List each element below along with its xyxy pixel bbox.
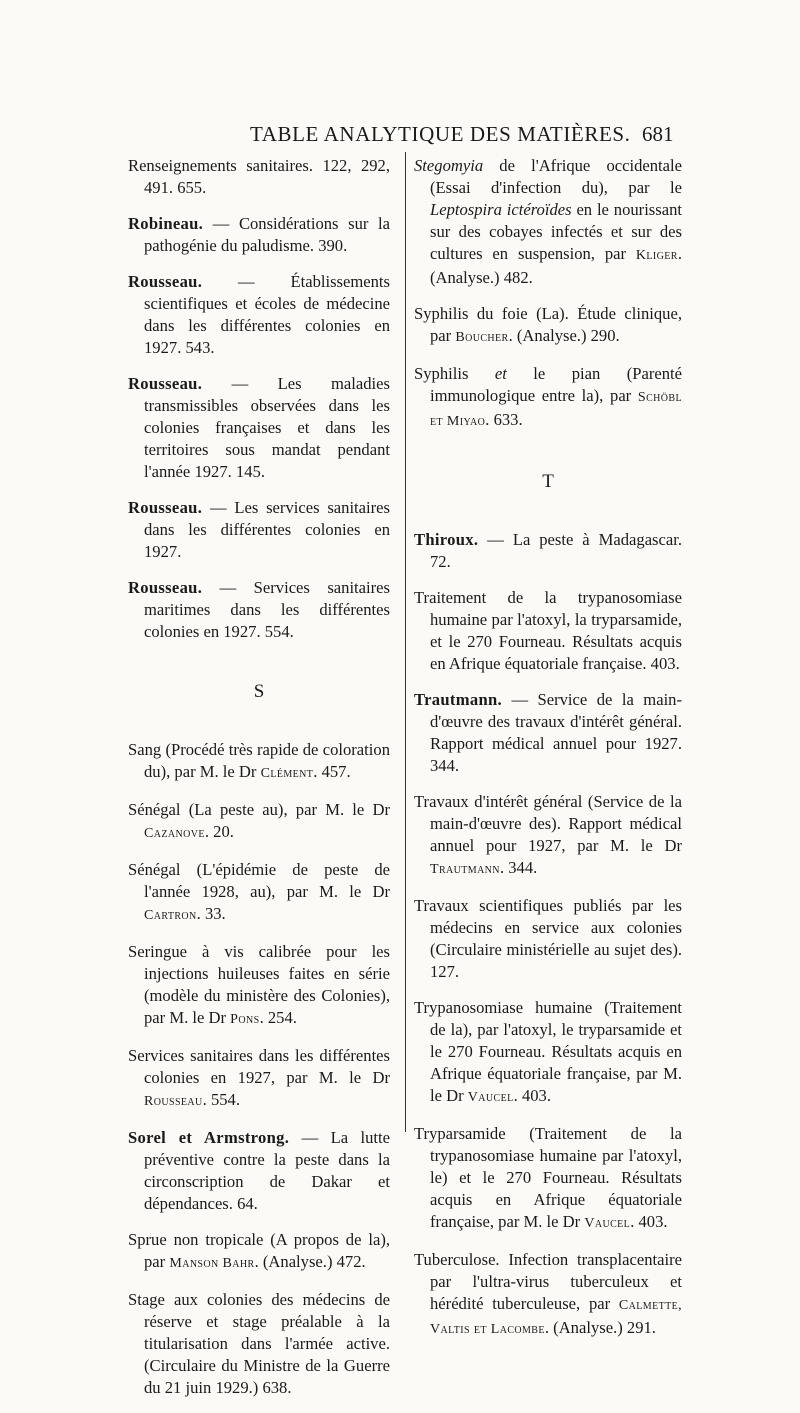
entry-author: Manson Bahr	[169, 1256, 255, 1271]
index-entry: Rousseau. — Les services sanitaires dans les différentes colonies en 1927.	[128, 498, 390, 561]
index-entry: Rousseau. — Services sanitaires maritimes dans les différentes colonies en 1927. 554.	[128, 578, 390, 641]
entry-author: Rousseau.	[128, 374, 203, 393]
index-entry: Sorel et Armstrong. — La lutte préventive contre la peste dans la circonscription de Dakar et dépendances. 64.	[128, 1128, 390, 1213]
entry-author: Vaucel	[467, 1090, 514, 1105]
entry-author: Thiroux.	[414, 530, 479, 549]
column-divider	[405, 152, 406, 1132]
entry-author: Calmette, Valtis et Lacombe	[430, 1298, 682, 1337]
index-entry: Stage aux colonies des médecins de réserve et stage préalable à la titularisation dans l'armée active. (Circulaire du Ministre de la Guerre du 21 juin 1929.) 638.	[128, 1290, 390, 1397]
index-entry: Sénégal (L'épidémie de peste de l'année 1928, au), par M. le Dr Cartron. 33.	[128, 860, 390, 923]
entry-author: Rousseau.	[128, 272, 203, 291]
entry-author: Cartron	[144, 908, 197, 923]
index-entry: Syphilis du foie (La). Étude clinique, par Boucher. (Analyse.) 290.	[414, 304, 682, 345]
index-entry: Robineau. — Considérations sur la pathogénie du paludisme. 390.	[128, 214, 390, 255]
right-column	[414, 155, 682, 1355]
index-entry: Trypanosomiase humaine (Traitement de la), par l'atoxyl, le tryparsamide et le 270 Fourneau. Résultats acquis en Afrique équatoriale française, par M. le Dr Vaucel. 403.	[414, 998, 682, 1105]
entry-author: Kliger	[635, 248, 678, 263]
index-entry: Thiroux. — La peste à Madagascar. 72.	[414, 530, 682, 571]
index-entry: Travaux d'intérêt général (Service de la main-d'œuvre des). Rapport médical annuel pour 1927, par M. le Dr Trautmann. 344.	[414, 792, 682, 877]
running-title: TABLE ANALYTIQUE DES MATIÈRES.	[250, 122, 631, 146]
entry-author: Schöbl et Miyao	[430, 390, 682, 429]
page-number: 681	[642, 122, 674, 146]
index-entry: Syphilis et le pian (Parenté immunologique entre la), par Schöbl et Miyao. 633.	[414, 364, 682, 429]
index-entry: Rousseau. — Les maladies transmissibles observées dans les colonies françaises et dans les territoires sous mandat pendant l'année 1927. 145.	[128, 374, 390, 481]
entry-author: Rousseau	[144, 1094, 203, 1109]
index-entry: Sang (Procédé très rapide de coloration du), par M. le Dr Clément. 457.	[128, 740, 390, 781]
index-entry: Stegomyia de l'Afrique occidentale (Essai d'infection du), par le Leptospira ictéroïdes en le nourissant sur des cobayes infectés et sur des cultures en suspension, par Kliger. (Analyse.) 482.	[414, 156, 682, 287]
index-entry: Renseignements sanitaires. 122, 292, 491. 655.	[128, 156, 390, 197]
index-entry: Trautmann. — Service de la main-d'œuvre des travaux d'intérêt général. Rapport médical annuel pour 1927. 344.	[414, 690, 682, 775]
index-entry: Seringue à vis calibrée pour les injections huileuses faites en série (modèle du ministère des Colonies), par M. le Dr Pons. 254.	[128, 942, 390, 1027]
section-letter-s: S	[253, 681, 265, 702]
entry-author: Sorel et Armstrong.	[128, 1128, 290, 1147]
index-entry: Tryparsamide (Traitement de la trypanosomiase humaine par l'atoxyl, le) et le 270 Fourneau. Résultats acquis en Afrique équatoriale française, par M. le Dr Vaucel. 403.	[414, 1124, 682, 1231]
entry-author: Trautmann.	[414, 690, 502, 709]
entry-author: Robineau.	[128, 214, 204, 233]
index-entry: Sprue non tropicale (A propos de la), par Manson Bahr. (Analyse.) 472.	[128, 1230, 390, 1271]
index-entry: Traitement de la trypanosomiase humaine par l'atoxyl, la tryparsamide, et le 270 Fourneau. Résultats acquis en Afrique équatoriale française. 403.	[414, 588, 682, 673]
entry-author: Rousseau.	[128, 578, 203, 597]
left-column	[128, 155, 390, 1413]
index-entry: Tuberculose. Infection transplacentaire par l'ultra-virus tuberculeux et hérédité tuberculeuse, par Calmette, Valtis et Lacombe. (Analyse.) 291.	[414, 1250, 682, 1337]
section-letter-t: T	[542, 471, 554, 492]
entry-author: Rousseau.	[128, 498, 203, 517]
entry-author: Vaucel	[584, 1216, 631, 1231]
page-header	[0, 118, 800, 152]
index-entry: Sénégal (La peste au), par M. le Dr Cazanove. 20.	[128, 800, 390, 841]
entry-author: Clément	[260, 766, 314, 781]
entry-author: Boucher	[455, 330, 509, 345]
index-entry: Services sanitaires dans les différentes colonies en 1927, par M. le Dr Rousseau. 554.	[128, 1046, 390, 1109]
entry-author: Cazanove	[144, 826, 205, 841]
entry-author: Trautmann	[430, 862, 500, 877]
entry-author: Pons	[230, 1012, 260, 1027]
index-entry: Rousseau. — Établissements scientifiques et écoles de médecine dans les différentes colonies en 1927. 543.	[128, 272, 390, 357]
index-entry: Travaux scientifiques publiés par les médecins en service aux colonies (Circulaire ministérielle au sujet des). 127.	[414, 896, 682, 981]
